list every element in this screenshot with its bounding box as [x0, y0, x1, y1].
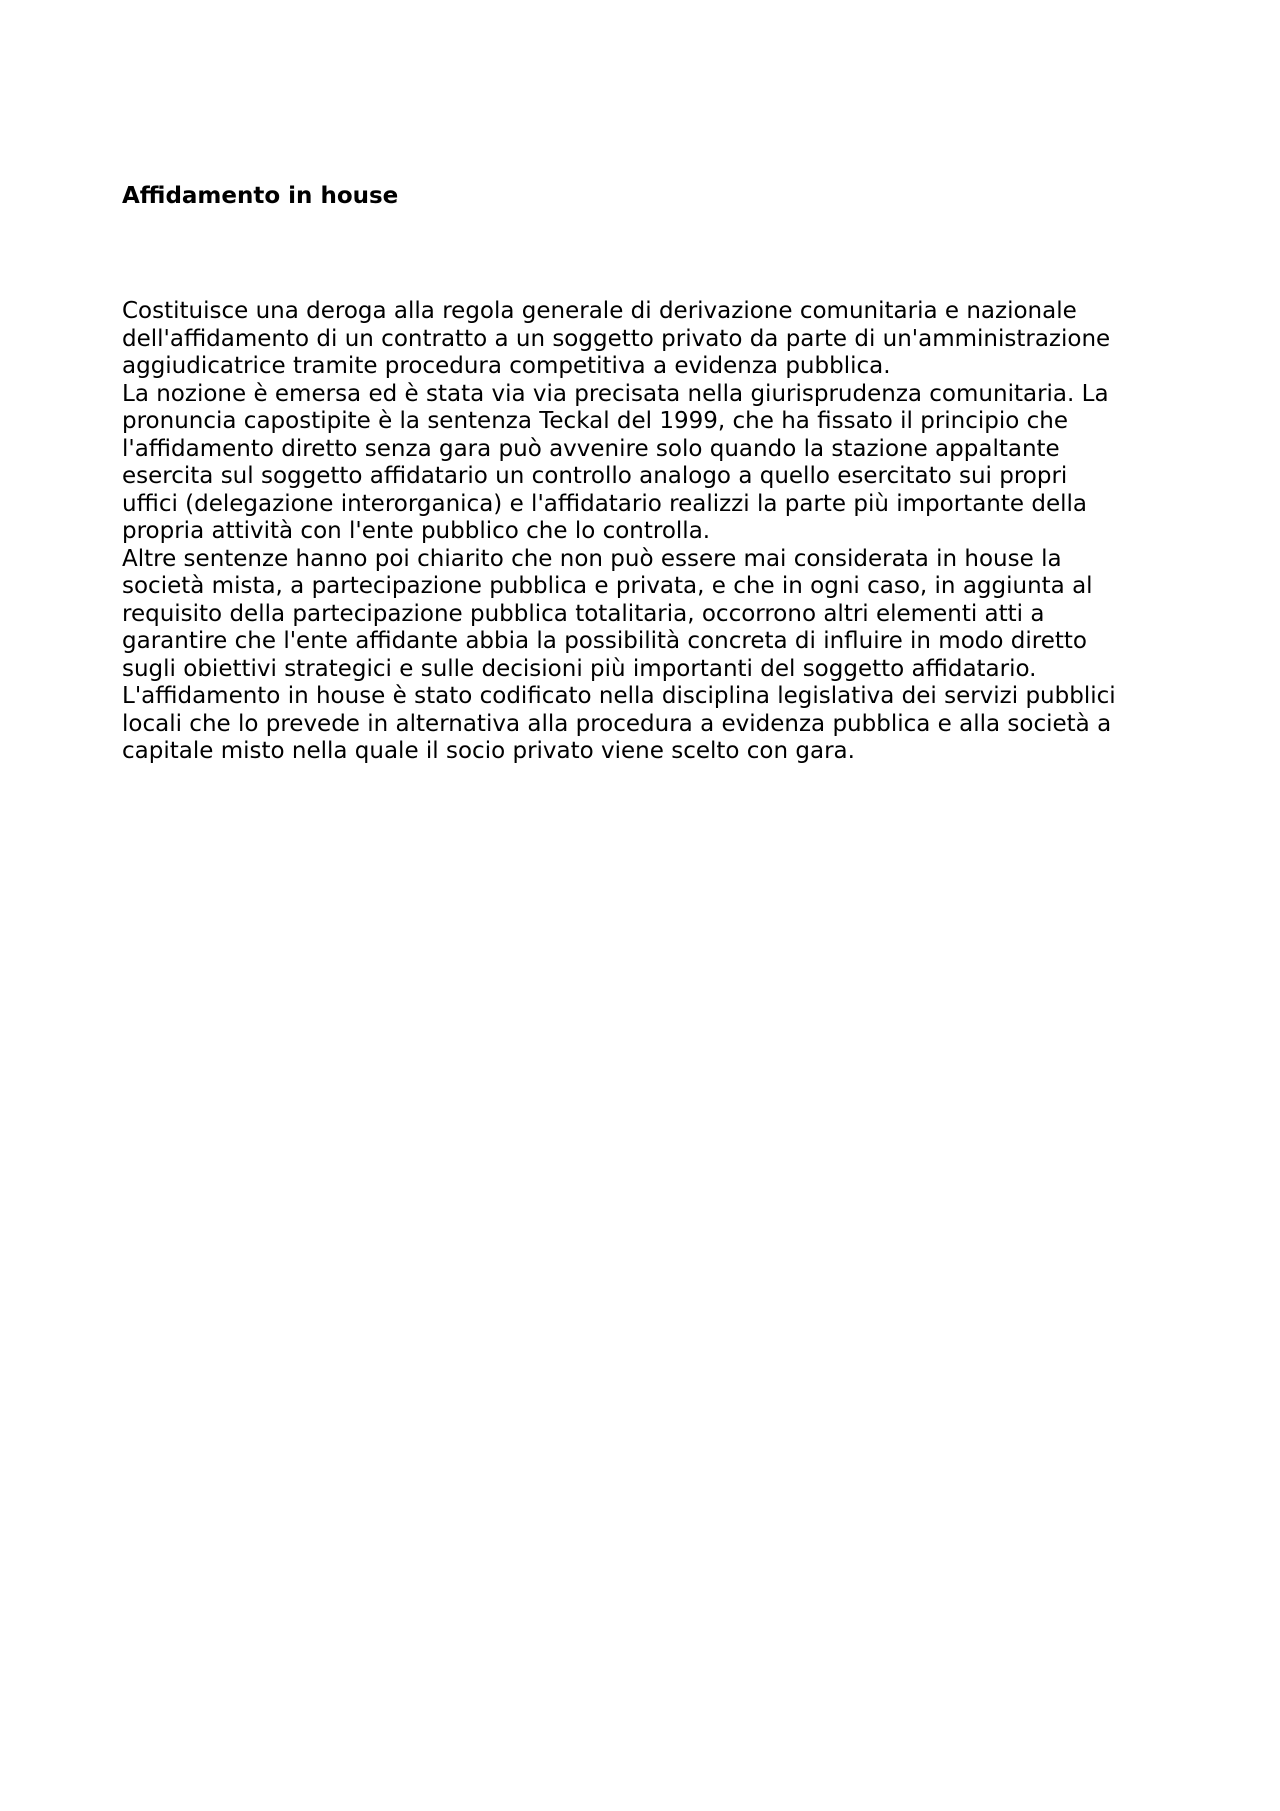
body-line: Altre sentenze hanno poi chiarito che non può essere mai considerata in house la [122, 545, 1062, 572]
body-line: locali che lo prevede in alternativa alla procedura a evidenza pubblica e alla società a [122, 710, 1112, 737]
body-line: società mista, a partecipazione pubblica e privata, e che in ogni caso, in aggiunta al [122, 573, 1093, 599]
body-line: propria attività con l'ente pubblico che lo controlla. [122, 518, 711, 544]
body-line: sugli obiettivi strategici e sulle decisioni più importanti del soggetto affidatario. [122, 655, 1037, 682]
body-line: capitale misto nella quale il socio privato viene scelto con gara. [122, 738, 855, 764]
body-line: La nozione è emersa ed è stata via via precisata nella giurisprudenza comunitaria. La [122, 380, 1109, 407]
body-line: esercita sul soggetto affidatario un controllo analogo a quello esercitato sui propri [122, 463, 1068, 489]
body-line: pronuncia capostipite è la sentenza Teckal del 1999, che ha fissato il principio che [122, 408, 1069, 434]
body-line: garantire che l'ente affidante abbia la possibilità concreta di influire in modo diretto [122, 628, 1087, 654]
body-line: L'affidamento in house è stato codificato nella disciplina legislativa dei servizi pubblici [122, 683, 1116, 709]
body-line: aggiudicatrice tramite procedura competitiva a evidenza pubblica. [122, 353, 891, 379]
document-title: Affidamento in house [122, 183, 399, 209]
body-line: Costituisce una deroga alla regola generale di derivazione comunitaria e nazionale [122, 298, 1077, 324]
body-line: l'affidamento diretto senza gara può avvenire solo quando la stazione appaltante [122, 435, 1060, 462]
body-line: uffici (delegazione interorganica) e l'affidatario realizzi la parte più importante della [122, 490, 1087, 517]
document-body [122, 298, 1172, 766]
body-line: dell'affidamento di un contratto a un soggetto privato da parte di un'amministrazione [122, 325, 1111, 352]
body-line: requisito della partecipazione pubblica totalitaria, occorrono altri elementi atti a [122, 600, 1045, 627]
